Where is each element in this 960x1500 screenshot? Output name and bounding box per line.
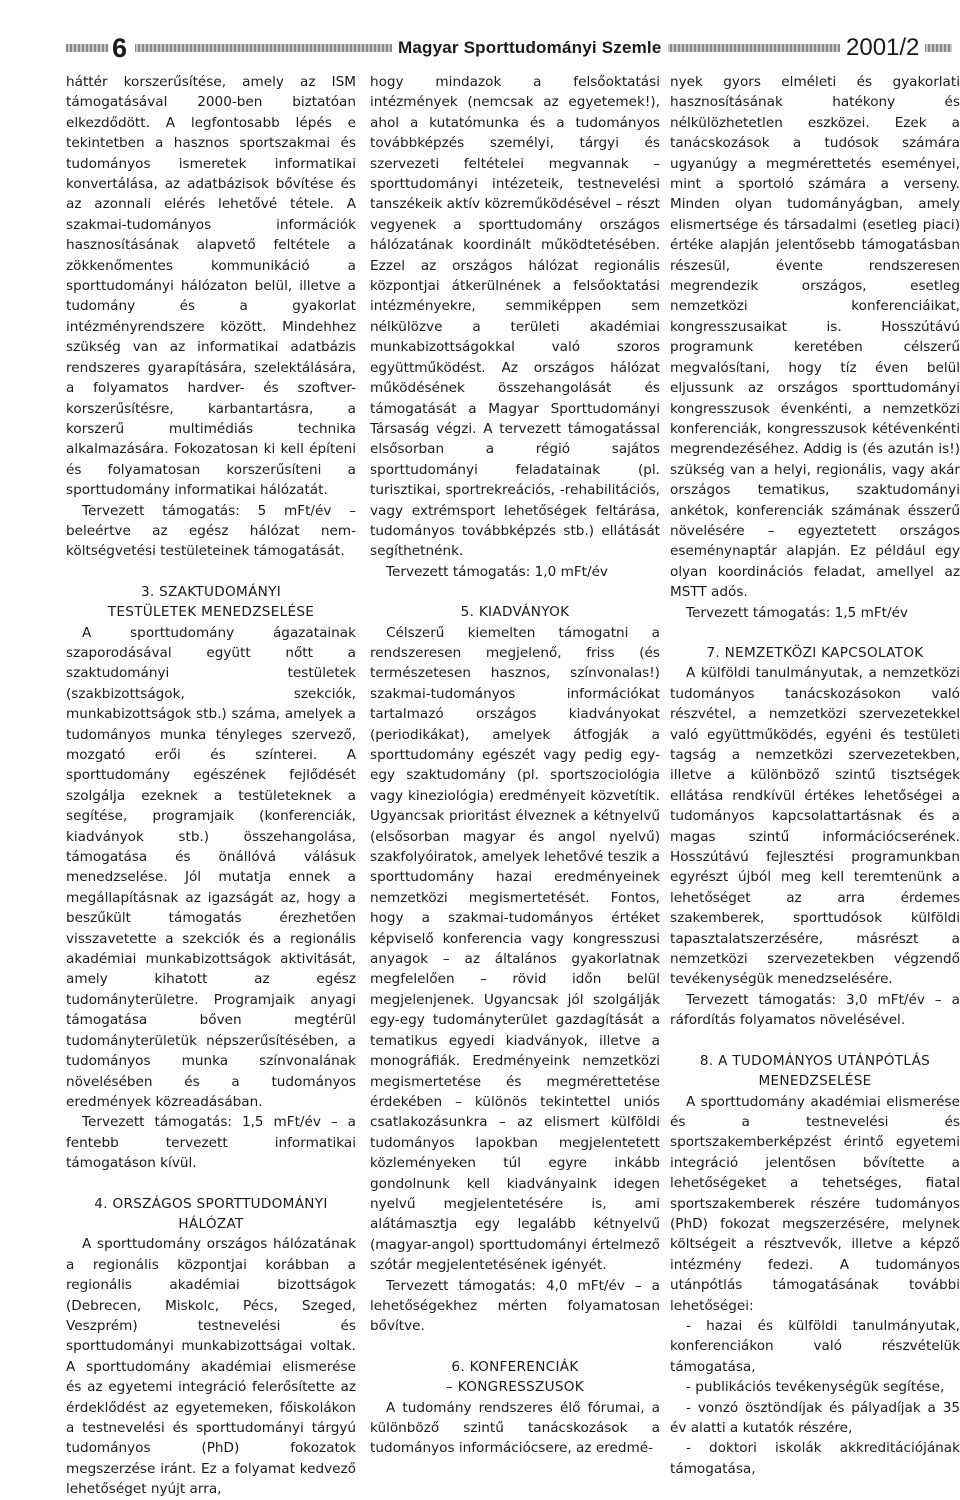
paragraph: hogy mindazok a felsőoktatási intézmények (nemcsak az egyetemek!), ahol a kutatómunka és a tudományos továbbképzés személyi, tárgyi és szervezeti feltételei megvannak – sporttudományi intézeteik, testnevelési tanszékeik aktív közreműködésével – részt vegyenek a sporttudomány országos hálózatának koordinált működtetésében. Ezzel az országos hálózat regionális központjai átkerülnének a felsőoktatási intézményekre, semmiképpen sem nélkülözve a területi akadémiai munkabizottságokkal való szoros együttműködést. Az országos hálózat működésének összehangolását és támogatását a Magyar Sporttudományi Társaság végzi. A tervezett támogatással elsősorban a régió sajátos sporttudományi feladatainak (pl. turisztikai, sportrekreációs, -rehabilitációs, vagy extrémsport lehetőségek feltárása, tudományos továbbképzés stb.) ellátását segíthetnénk. bbox=[370, 74, 660, 560]
journal-title: Magyar Sporttudományi Szemle bbox=[392, 36, 668, 60]
page-header bbox=[0, 30, 960, 70]
heading-line: TESTÜLETEK MENEDZSELÉSE bbox=[107, 604, 315, 621]
page-number: 6 bbox=[108, 32, 135, 64]
paragraph: A sporttudomány akadémiai elismerése és a testnevelési és sportszakemberképzést érintő egyetemi integráció jelentősen bővítette a lehetőségeket a tehetséges, fiatal sportszakemberek részére tudományos (PhD) fokozat megszerzésére, melynek költségeit a résztvevők, illetve a képző intézmény fedezi. A tudományos utánpótlás támogatásának további lehetőségei: bbox=[670, 1093, 960, 1314]
funding-note: Tervezett támogatás: 3,0 mFt/év – a ráfordítás folyamatos növelésével. bbox=[670, 991, 960, 1029]
heading-line: HÁLÓZAT bbox=[178, 1215, 244, 1232]
funding-note: Tervezett támogatás: 4,0 mFt/év – a lehetőségekhez mérten folyamatosan bővítve. bbox=[370, 1277, 660, 1335]
paragraph: háttér korszerűsítése, amely az ISM támogatásával 2000-ben biztatóan elkezdődött. A legfontosabb lépés e tekintetben a hasznos sportszakmai és tudományos ismeretek informatikai konvertálása, az adatbázisok bővítése és az azonnali elérés lehetővé tétele. A szakmai-tudományos információk hasznosításának alapvető feltétele a zökkenőmentes kommunikáció a sporttudományi hálózaton belül, illetve a tudomány és a gyakorlat intézményrendszere között. Mindehhez szükség van az informatikai adatbázis rendszeres gyarapítására, szelektálására, a folyamatos hardver- és szoftver-korszerűsítésre, karbantartásra, a korszerű multimédiás technika alkalmazására. Fokozatosan ki kell építeni és folyamatosan korszerűsíteni a sporttudomány informatikai hálózatát. bbox=[66, 74, 356, 499]
column-3 bbox=[670, 72, 960, 1479]
section-heading-3 bbox=[66, 582, 356, 623]
heading-line: MENEDZSELÉSE bbox=[758, 1073, 872, 1090]
heading-line: 4. ORSZÁGOS SPORTTUDOMÁNYI bbox=[94, 1195, 328, 1212]
heading-line: 6. KONFERENCIÁK bbox=[451, 1358, 579, 1375]
section-heading-5: 5. KIADVÁNYOK bbox=[460, 604, 570, 621]
funding-note: Tervezett támogatás: 1,0 mFt/év bbox=[386, 563, 608, 580]
paragraph: nyek gyors elméleti és gyakorlati hasznosításának hatékony és nélkülözhetetlen eszközei. Ezek a tanácskozások a tudósok számára ugyanúgy a megmérettetés eseményei, mint a sportoló számára a verseny. Minden olyan tudományágban, amely elismertsége és társadalmi (esetleg piaci) értéke alapján jelentősebb támogatásban részesül, évente rendszeresen megrendezik országos, esetleg nemzetközi konferenciáikat, kongresszusaikat is. Hosszútávú programunk keretében célszerű megvalósítani, hogy tíz éven belül eljussunk az országos sporttudományi kongresszusok évenkénti, a nemzetközi konferenciák, kongresszusok kétévenkénti megrendezéséhez. Addig is (és azután is!) szükség van a helyi, regionális, vagy akár országos tematikus, szaktudományi ankétok, konferenciák számának ésszerű növelésére – egyeztetett országos eseménynaptár alapján. Ez például egy olyan koordinációs feladat, amellyel az MSTT adós. bbox=[670, 74, 960, 601]
funding-note: Tervezett támogatás: 5 mFt/év – beleértve az egész hálózat nem-költségvetési testületeinek támogatását. bbox=[66, 502, 356, 560]
column-1 bbox=[66, 72, 356, 1500]
section-heading-8 bbox=[670, 1051, 960, 1092]
funding-note: Tervezett támogatás: 1,5 mFt/év – a fentebb tervezett informatikai támogatáson kívül. bbox=[66, 1114, 356, 1172]
column-2 bbox=[370, 72, 660, 1459]
list-item: - vonzó ösztöndíjak és pályadíjak a 35 év alatti a kutatók részére, bbox=[670, 1399, 960, 1436]
issue-number: 2001/2 bbox=[840, 33, 925, 63]
paragraph: Célszerű kiemelten támogatni a rendszeresen megjelenő, friss (és természetesen hasznos, színvonalas!) szakmai-tudományos információkat tartalmazó országos kiadványokat (periodikákat), amelyek átfogják a sporttudomány egészét vagy pedig egy-egy szaktudomány (pl. sportszociológia vagy kineziológia) eredményeit közvetítik. Ugyancsak prioritást élveznek a kétnyelvű (elsősorban magyar és angol nyelvű) szakfolyóiratok, amelyek lehetővé teszik a sporttudomány hazai eredményeinek nemzetközi megismertetését. Fontos, hogy a szakmai-tudományos értéket képviselő konferencia vagy kongresszusi anyagok – az általános gyakorlatnak megfelelően – rövid időn belül megjelenjenek. Ugyancsak jól szolgálják egy-egy tudományterület gazdagítását a tematikus egyedi kiadványok, illetve a monográfiák. Eredményeink nemzetközi megismertetése és megmérettetése érdekében – különös tekintettel uniós csatlakozásunkra – az elismert külföldi tudományos lapokban megjelentetett közleményeken túl egyre inkább gondolnunk kell kiadványaink idegen nyelvű megjelentetésére is, ami alátámasztja egy legalább kétnyelvű (magyar-angol) sporttudományi értelmező szótár megjelentetésének igényét. bbox=[370, 624, 660, 1274]
section-heading-6 bbox=[370, 1357, 660, 1398]
paragraph: A külföldi tanulmányutak, a nemzetközi tudományos tanácskozásokon való részvétel, a nemzetközi szervezetekkel való együttműködés, egyéni és testületi tagság a nemzetközi szervezetekben, illetve a különböző szintű tisztségek ellátása rendkívül értékes lehetőségei a tudományos kapcsolattartásnak és a magas szintű információcserének. Hosszútávú fejlesztési programunkban egyrészt újból meg kell teremtenünk a lehetőséget az arra érdemes szakemberek, sporttudósok külföldi tapasztalatszerzésére, másrészt a nemzetközi szervezetekben végzendő tevékenységük menedzselésére. bbox=[670, 665, 960, 988]
heading-line: 8. A TUDOMÁNYOS UTÁNPÓTLÁS bbox=[699, 1052, 931, 1069]
paragraph: A tudomány rendszeres élő fórumai, a különböző szintű tanácskozások a tudományos információcsere, az eredmé- bbox=[370, 1399, 660, 1457]
list-item: - hazai és külföldi tanulmányutak, konferenciákon való részvételük támogatása, bbox=[670, 1317, 960, 1375]
section-heading-4 bbox=[66, 1194, 356, 1235]
section-heading-7: 7. NEMZETKÖZI KAPCSOLATOK bbox=[706, 644, 924, 661]
heading-line: – KONGRESSZUSOK bbox=[446, 1379, 584, 1396]
list-item: - doktori iskolák akkreditációjának támogatása, bbox=[670, 1440, 960, 1477]
paragraph: A sporttudomány országos hálózatának a regionális központjai korábban a regionális akadémiai bizottságok (Debrecen, Miskolc, Pécs, Szeged, Veszprém) testnevelési és sporttudományi munkabizottságai voltak. A sporttudomány akadémiai elismerése és az egyetemi integráció felerősítette az érdeklődést az egyetemeken, főiskolákon a testnevelési és sporttudományi tárgyú tudományos (PhD) fokozatok megszerzése iránt. Ez a folyamat kedvező lehetőséget nyújt arra, bbox=[66, 1236, 356, 1498]
header-rule-end bbox=[924, 44, 952, 52]
paragraph: A sporttudomány ágazatainak szaporodásával együtt nőtt a szaktudományi testületek (szakbizottságok, szekciók, munkabizottságok stb.) száma, amelyek a tudományos munka tényleges szervező, mozgató erői és színterei. A sporttudomány egészének fejlődését szolgálja ezeknek a testületeknek a segítése, programjaik (konferenciák, kiadványok stb.) összehangolása, támogatása és önállóvá válásuk menedzselése. Jól mutatja ennek a megállapításnak az igazságát az, hogy a beszűkült támogatás érezhetően visszavetette a szekciók és a regionális akadémiai munkabizottságok aktivitását, amely kihatott az egész tudományterületre. Programjaik anyagi támogatása bőven megtérül tudományterületük népszerűsítésében, a tudományos munka színvonalának növelésében és a tudományos eredmények közreadásában. bbox=[66, 624, 356, 1110]
list-item: - publikációs tevékenységük segítése, bbox=[686, 1379, 945, 1396]
heading-line: 3. SZAKTUDOMÁNYI bbox=[140, 583, 282, 600]
funding-note: Tervezett támogatás: 1,5 mFt/év bbox=[686, 604, 908, 621]
